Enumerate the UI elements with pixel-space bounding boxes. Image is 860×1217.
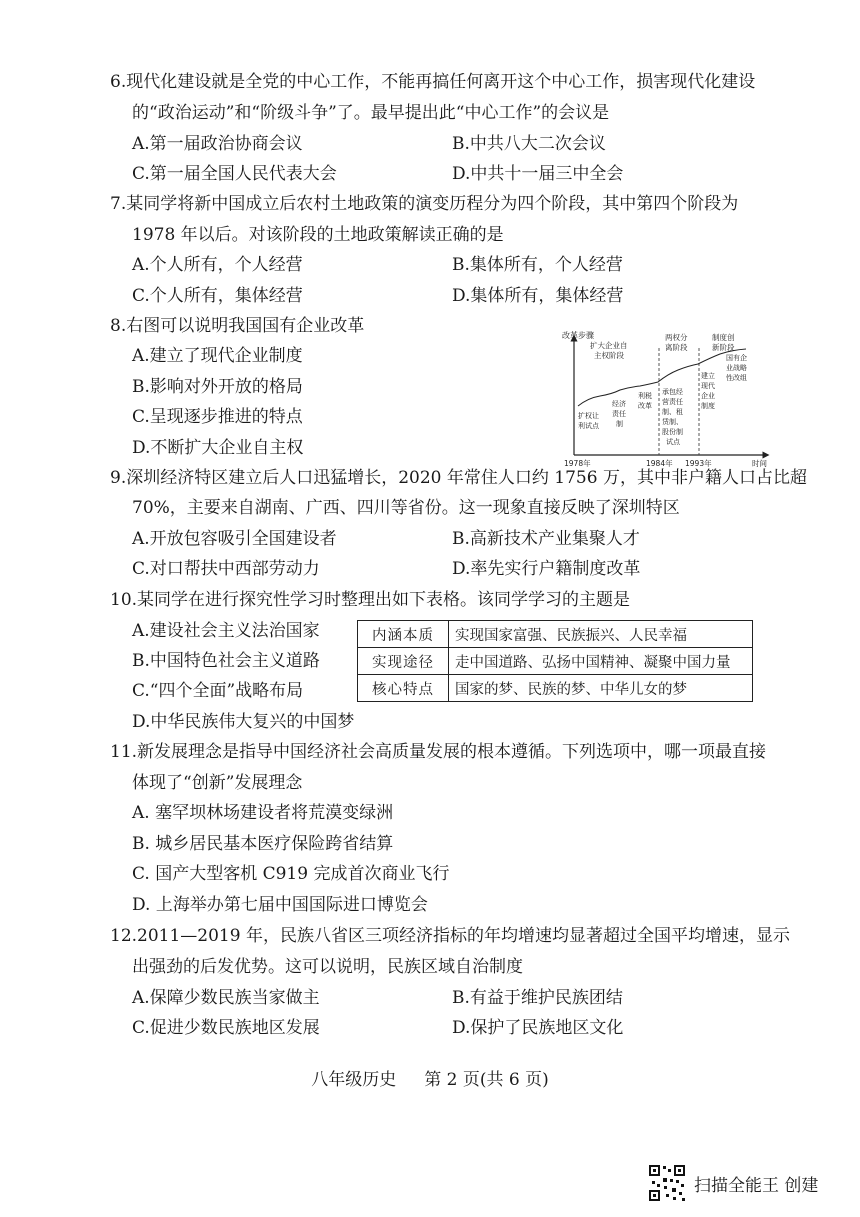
table-key: 内涵本质 [358, 621, 449, 648]
chart-stage-1-line2: 主权阶段 [594, 351, 624, 360]
table-value: 走中国道路、弘扬中国精神、凝聚中国力量 [449, 648, 753, 675]
chart-stage-1-line1: 扩大企业自 [590, 341, 628, 350]
table-row [358, 648, 753, 675]
chart-step-2-line3: 制 [616, 420, 623, 428]
q10-info-table [357, 620, 753, 702]
q8-option-c[interactable]: C.呈现逐步推进的特点 [132, 407, 303, 427]
q8-option-d[interactable]: D.不断扩大企业自主权 [132, 438, 304, 458]
q7-option-a[interactable]: A.个人所有，个人经营 [132, 255, 303, 275]
q6-option-a[interactable]: A.第一届政治协商会议 [132, 134, 303, 154]
table-value: 实现国家富强、民族振兴、人民幸福 [449, 621, 753, 648]
chart-step-4-line1: 承包经 [662, 388, 683, 396]
chart-step-5-line4: 制度 [701, 402, 715, 410]
q9-stem-line2: 70%，主要来自湖南、广西、四川等省份。这一现象直接反映了深圳特区 [132, 498, 680, 518]
q12-option-a[interactable]: A.保障少数民族当家做主 [132, 988, 320, 1008]
chart-step-1-line1: 扩权让 [578, 412, 599, 420]
chart-tick-1993: 1993年 [685, 459, 712, 468]
q12-option-b[interactable]: B.有益于维护民族团结 [452, 988, 623, 1008]
q11-option-d[interactable]: D. 上海举办第七届中国国际进口博览会 [132, 895, 428, 915]
chart-step-4-line5: 股份制 [662, 428, 683, 436]
q12-stem-line2: 出强劲的后发优势。这可以说明，民族区域自治制度 [132, 957, 523, 977]
q11-stem-line1: 11.新发展理念是指导中国经济社会高质量发展的根本遵循。下列选项中，哪一项最直接 [110, 742, 767, 762]
page-footer [0, 1065, 860, 1090]
q9-option-b[interactable]: B.高新技术产业集聚人才 [452, 529, 640, 549]
q6-option-d[interactable]: D.中共十一届三中全会 [452, 164, 624, 184]
table-row [358, 675, 753, 702]
scanner-watermark: 扫描全能王 创建 [694, 1176, 819, 1196]
q9-option-c[interactable]: C.对口帮扶中西部劳动力 [132, 559, 320, 579]
chart-ylabel: 改革步骤 [562, 331, 594, 340]
q12-stem-line1: 12.2011—2019 年，民族八省区三项经济指标的年均增速均显著超过全国平均增速，显示 [110, 926, 790, 946]
chart-step-4-line2: 营责任 [662, 398, 683, 406]
table-key: 实现途径 [358, 648, 449, 675]
table-key: 核心特点 [358, 675, 449, 702]
q12-option-c[interactable]: C.促进少数民族地区发展 [132, 1018, 320, 1038]
chart-step-6-line2: 业战略 [726, 364, 747, 372]
q7-stem-line1: 7.某同学将新中国成立后农村土地政策的演变历程分为四个阶段，其中第四个阶段为 [110, 194, 739, 214]
chart-tick-1984: 1984年 [646, 459, 673, 468]
q6-stem-line1: 6.现代化建设就是全党的中心工作，不能再搞任何离开这个中心工作，损害现代化建设 [110, 72, 756, 92]
table-row [358, 621, 753, 648]
chart-xlabel: 时间 [752, 459, 767, 468]
q11-stem-line2: 体现了“创新”发展理念 [132, 773, 303, 793]
q10-option-b[interactable]: B.中国特色社会主义道路 [132, 651, 320, 671]
footer-page-number: 第 2 页(共 6 页) [424, 1070, 549, 1090]
chart-step-6-line3: 性改组 [726, 374, 747, 382]
chart-step-4-line6: 试点 [666, 438, 680, 446]
footer-subject: 八年级历史 [311, 1070, 397, 1090]
q7-stem-line2: 1978 年以后。对该阶段的土地政策解读正确的是 [132, 225, 504, 245]
q11-option-b[interactable]: B. 城乡居民基本医疗保险跨省结算 [132, 834, 394, 854]
q7-option-c[interactable]: C.个人所有，集体经营 [132, 286, 303, 306]
q9-option-d[interactable]: D.率先实行户籍制度改革 [452, 559, 641, 579]
chart-stage-3-line2: 新阶段 [712, 343, 735, 352]
q10-option-c[interactable]: C.“四个全面”战略布局 [132, 681, 304, 701]
chart-step-3-line1: 利税 [638, 392, 652, 400]
q6-option-b[interactable]: B.中共八大二次会议 [452, 134, 606, 154]
chart-stage-3-line1: 制度创 [712, 333, 735, 342]
chart-step-6-line1: 国有企 [726, 354, 747, 362]
q10-stem: 10.某同学在进行探究性学习时整理出如下表格。该同学学习的主题是 [110, 590, 631, 610]
chart-step-4-line3: 制、租 [662, 408, 683, 416]
q11-option-c[interactable]: C. 国产大型客机 C919 完成首次商业飞行 [132, 864, 450, 884]
chart-step-3-line2: 改革 [638, 402, 652, 410]
q10-option-d[interactable]: D.中华民族伟大复兴的中国梦 [132, 712, 355, 732]
chart-step-labels [578, 353, 747, 446]
q12-option-d[interactable]: D.保护了民族地区文化 [452, 1018, 624, 1038]
chart-step-5-line2: 现代 [701, 382, 715, 390]
chart-step-5-line1: 建立 [701, 372, 715, 380]
q7-option-b[interactable]: B.集体所有，个人经营 [452, 255, 623, 275]
table-value: 国家的梦、民族的梦、中华儿女的梦 [449, 675, 753, 702]
q7-option-d[interactable]: D.集体所有，集体经营 [452, 286, 624, 306]
chart-stage-2-line1: 两权分 [665, 333, 688, 342]
reform-stage-chart [560, 330, 772, 482]
q9-option-a[interactable]: A.开放包容吸引全国建设者 [132, 529, 337, 549]
q6-option-c[interactable]: C.第一届全国人民代表大会 [132, 164, 337, 184]
q8-option-b[interactable]: B.影响对外开放的格局 [132, 377, 303, 397]
chart-tick-1978: 1978年 [564, 459, 591, 468]
q10-option-a[interactable]: A.建设社会主义法治国家 [132, 621, 320, 641]
q9-stem-line1: 9.深圳经济特区建立后人口迅猛增长，2020 年常住人口约 1756 万，其中非户籍人口占比超 [110, 468, 807, 488]
q6-stem-line2: 的“政治运动”和“阶级斗争”了。最早提出此“中心工作”的会议是 [132, 103, 610, 123]
chart-step-1-line2: 利试点 [578, 422, 599, 430]
qr-code-icon [648, 1164, 686, 1202]
q8-option-a[interactable]: A.建立了现代企业制度 [132, 346, 303, 366]
q8-stem: 8.右图可以说明我国国有企业改革 [110, 316, 365, 336]
chart-step-2-line2: 责任 [612, 410, 626, 418]
chart-step-5-line3: 企业 [701, 392, 715, 400]
q11-option-a[interactable]: A. 塞罕坝林场建设者将荒漠变绿洲 [132, 803, 394, 823]
chart-step-2-line1: 经济 [612, 400, 626, 408]
chart-stage-2-line2: 离阶段 [665, 343, 688, 352]
chart-step-4-line4: 赁制、 [662, 418, 683, 426]
